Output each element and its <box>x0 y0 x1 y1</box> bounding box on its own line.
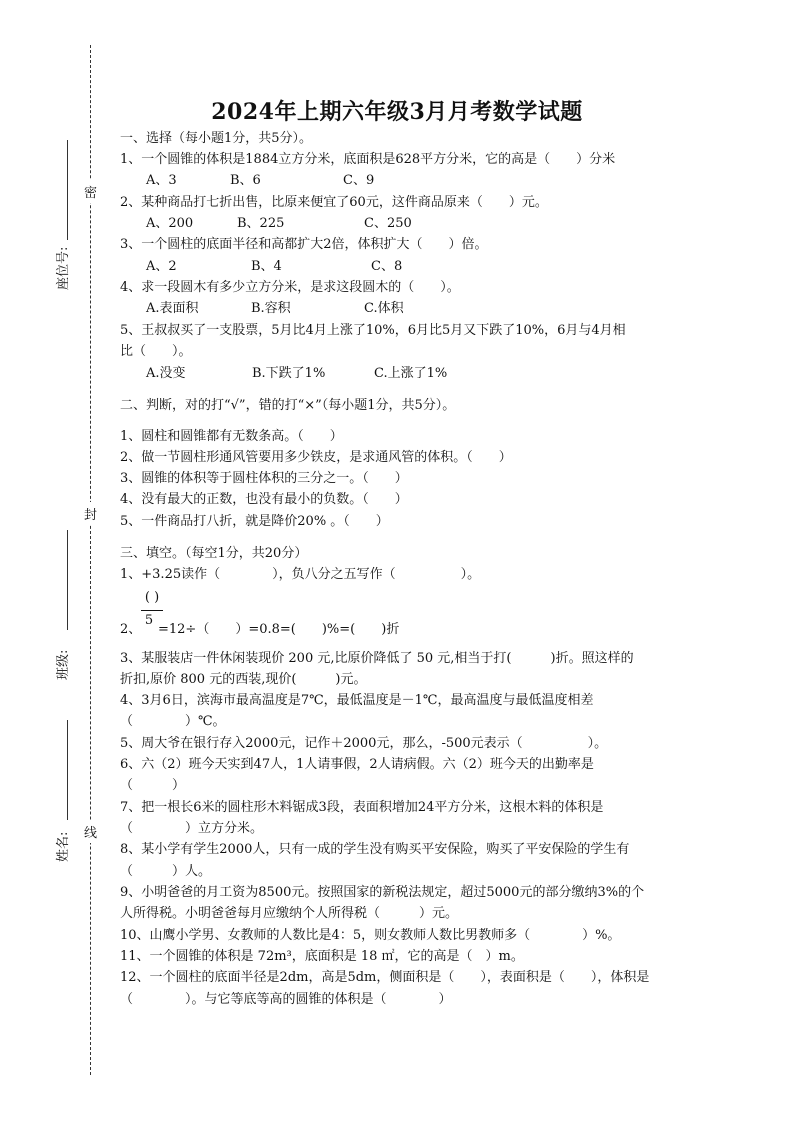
section1-heading: 一、选择（每小题1分，共5分）。 <box>120 131 313 146</box>
s1-question-4: 4、求一段圆木有多少立方分米，是求这段圆木的（ ）。 <box>120 280 460 295</box>
s3-question-11: 11、一个圆锥的体积是 72m³，底面积是 18 ㎡，它的高是（ ）m。 <box>120 949 524 964</box>
s1-q2-option-b[interactable]: B、225 <box>237 216 285 231</box>
s1-question-5-line2: 比（ ）。 <box>120 344 192 359</box>
s3-question-3-line1: 3、某服装店一件休闲装现价 200 元,比原价降低了 50 元,相当于打( )折。照这样的 <box>120 651 634 666</box>
s1-question-1: 1、一个圆锥的体积是1884立方分米，底面积是628平方分米，它的高是（ ）分米 <box>120 152 616 167</box>
s2-question-2: 2、做一节圆柱形通风管要用多少铁皮，是求通风管的体积。（ ） <box>120 450 512 465</box>
s3-q2-fraction-denominator: 5 <box>144 613 154 628</box>
seat-number-blank[interactable] <box>67 140 68 240</box>
s2-question-4: 4、没有最大的正数，也没有最小的负数。（ ） <box>120 492 408 507</box>
section2-heading: 二、判断，对的打“√”，错的打“×”（每小题1分，共5分）。 <box>120 398 456 413</box>
s1-q3-option-c[interactable]: C、8 <box>371 259 403 274</box>
s3-question-10: 10、山鹰小学男、女教师的人数比是4：5，则女教师人数比男教师多（ ）%。 <box>120 928 621 943</box>
s2-question-5: 5、一件商品打八折，就是降价20% 。（ ） <box>120 514 389 529</box>
name-label: 姓名: <box>56 831 71 862</box>
seal-char-xian: 线 <box>84 820 97 843</box>
s3-question-12-line1: 12、一个圆柱的底面半径是2dm，高是5dm，侧面积是（ ），表面积是（ ），体积是 <box>120 970 650 985</box>
s3-question-4-line1: 4、3月6日，滨海市最高温度是7℃，最低温度是－1℃，最高温度与最低温度相差 <box>120 693 594 708</box>
s1-q5-option-b[interactable]: B.下跌了1% <box>252 366 326 381</box>
s1-q5-option-c[interactable]: C.上涨了1% <box>374 366 448 381</box>
s3-q2-fraction-numerator: ( ) <box>144 590 160 605</box>
s1-question-5-line1: 5、王叔叔买了一支股票，5月比4月上涨了10%，6月比5月又下跌了10%，6月与4月相 <box>120 323 626 338</box>
s1-question-2: 2、某种商品打七折出售，比原来便宜了60元，这件商品原来（ ）元。 <box>120 195 548 210</box>
s3-question-7-line1: 7、把一根长6米的圆柱形木料锯成3段，表面积增加24平方分米，这根木料的体积是 <box>120 800 604 815</box>
s1-q2-option-c[interactable]: C、250 <box>364 216 412 231</box>
s1-question-3: 3、一个圆柱的底面半径和高都扩大2倍，体积扩大（ ）倍。 <box>120 237 488 252</box>
s3-q2-fraction-bar <box>141 610 163 611</box>
s1-q4-option-b[interactable]: B.容积 <box>251 301 291 316</box>
s3-question-8-line2: （ ）人。 <box>120 864 212 879</box>
s3-question-7-line2: （ ）立方分米。 <box>120 821 264 836</box>
section3-heading: 三、填空。（每空1分，共20分） <box>120 546 308 561</box>
name-blank[interactable] <box>67 720 68 820</box>
s2-question-1: 1、圆柱和圆锥都有无数条高。（ ） <box>120 429 343 444</box>
seal-char-mi: 密 <box>84 180 97 203</box>
seat-number-label: 座位号: <box>56 246 71 290</box>
s1-q1-option-c[interactable]: C、9 <box>343 173 375 188</box>
class-blank[interactable] <box>67 530 68 630</box>
s3-question-9-line2: 人所得税。小明爸爸每月应缴纳个人所得税（ ）元。 <box>120 906 459 921</box>
s3-question-5: 5、周大爷在银行存入2000元，记作＋2000元，那么，-500元表示（ ）。 <box>120 736 608 751</box>
class-label: 班级: <box>56 649 71 680</box>
s1-q2-option-a[interactable]: A、200 <box>146 216 194 231</box>
s1-q4-option-c[interactable]: C.体积 <box>364 301 404 316</box>
s3-question-1: 1、+3.25读作（ ），负八分之五写作（ ）。 <box>120 567 481 582</box>
s3-question-2: =12÷（ ）=0.8=( )%=( )折 <box>158 622 400 637</box>
s1-q5-option-a[interactable]: A.没变 <box>146 366 186 381</box>
seal-char-feng: 封 <box>84 502 97 525</box>
s3-q2-prefix: 2、 <box>120 622 142 637</box>
s1-q3-option-a[interactable]: A、2 <box>146 259 177 274</box>
s3-question-8-line1: 8、某小学有学生2000人，只有一成的学生没有购买平安保险，购买了平安保险的学生有 <box>120 842 630 857</box>
s1-q3-option-b[interactable]: B、4 <box>251 259 282 274</box>
s3-question-12-line2: （ ）。与它等底等高的圆锥的体积是（ ） <box>120 992 452 1007</box>
s1-q1-option-a[interactable]: A、3 <box>146 173 177 188</box>
s2-question-3: 3、圆锥的体积等于圆柱体积的三分之一。（ ） <box>120 471 408 486</box>
page-title: 2024年上期六年级3月月考数学试题 <box>211 99 583 125</box>
s3-question-4-line2: （ ）℃。 <box>120 714 226 729</box>
s3-question-3-line2: 折扣,原价 800 元的西装,现价( )元。 <box>120 672 367 687</box>
s1-q4-option-a[interactable]: A.表面积 <box>146 301 199 316</box>
s1-q1-option-b[interactable]: B、6 <box>230 173 261 188</box>
s3-question-9-line1: 9、小明爸爸的月工资为8500元。按照国家的新税法规定，超过5000元的部分缴纳3%的个 <box>120 885 645 900</box>
s3-question-6-line2: （ ） <box>120 778 186 793</box>
s3-question-6-line1: 6、六（2）班今天实到47人，1人请事假，2人请病假。六（2）班今天的出勤率是 <box>120 757 594 772</box>
